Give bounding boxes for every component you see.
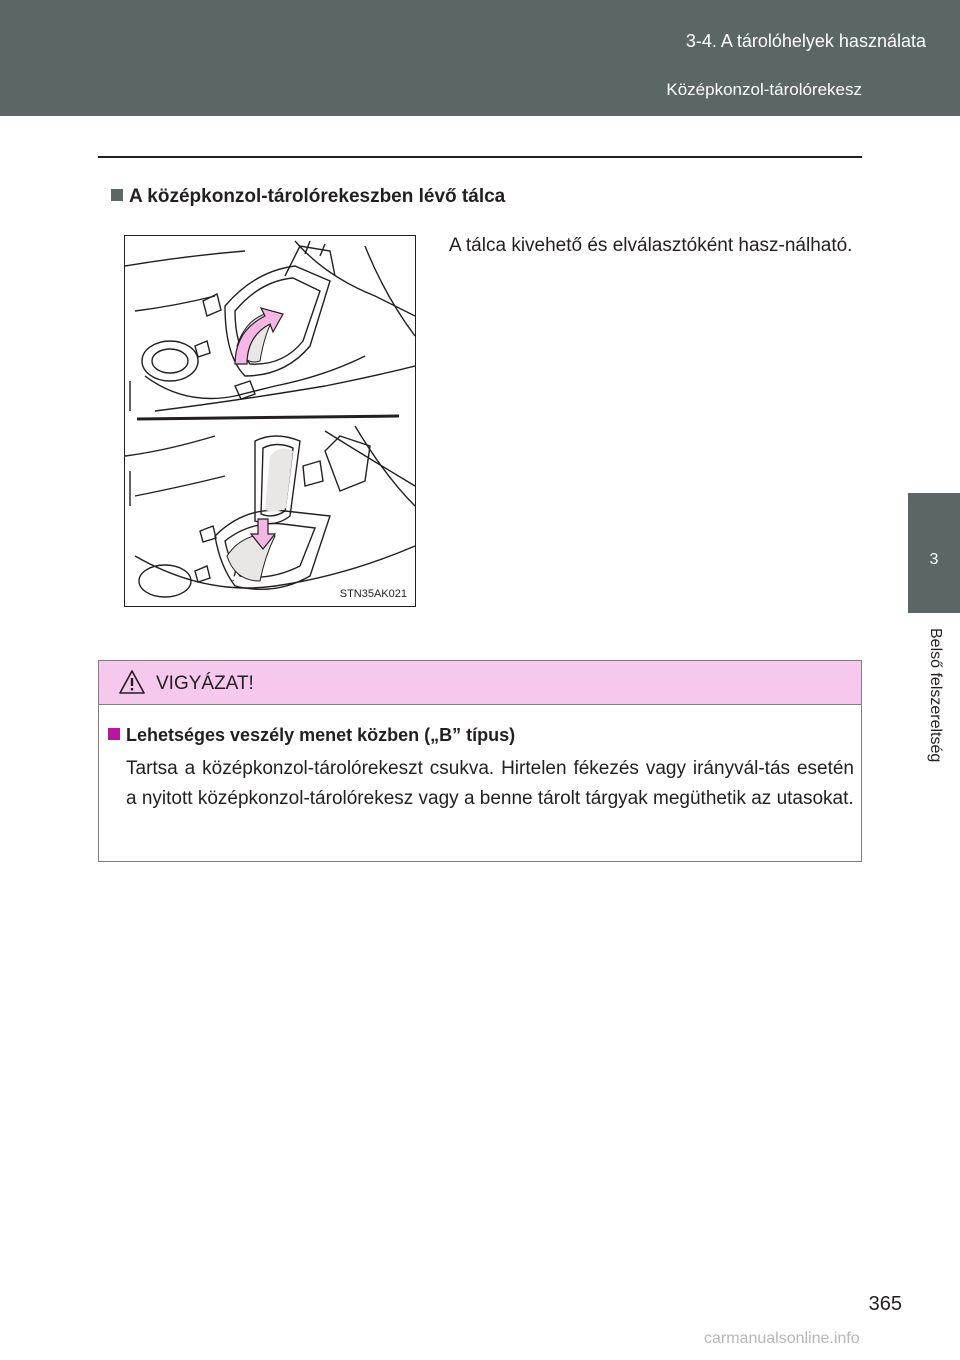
warning-title: VIGYÁZAT! — [156, 673, 254, 694]
header-band — [0, 0, 960, 116]
warning-text: Tartsa a középkonzol-tárolórekeszt csukva. Hirtelen fékezés vagy irányvál-tás esetén a nyitott középkonzol-tárolórekesz vagy a benne tárolt tárgyak megüthetik az utasokat. — [126, 758, 854, 809]
bullet-square-icon — [111, 189, 123, 201]
chapter-tab — [908, 493, 960, 613]
bullet-square-icon — [108, 728, 120, 740]
warning-subheading — [108, 725, 515, 746]
warning-triangle-icon — [119, 670, 145, 694]
page-number: 365 — [868, 1293, 902, 1315]
section-heading — [111, 186, 505, 208]
top-rule — [98, 156, 862, 158]
section-body-text: A tálca kivehető és elválasztóként hasz-nálható. — [449, 235, 853, 256]
console-tray-figure — [124, 235, 416, 607]
warning-box — [98, 660, 862, 862]
chapter-number: 3 — [929, 551, 939, 568]
console-tray-illustration — [125, 236, 415, 606]
warning-header — [99, 661, 861, 705]
warning-subheading-text: Lehetséges veszély menet közben („B” típus) — [126, 725, 516, 745]
section-heading-text: A középkonzol-tárolórekeszben lévő tálca — [129, 186, 506, 207]
chapter-label: Belső felszereltség — [927, 628, 944, 763]
header-section-title: 3-4. A tárolóhelyek használata — [685, 31, 926, 51]
figure-code: STN35AK021 — [339, 588, 407, 600]
watermark: carmanualsonline.info — [704, 1330, 860, 1347]
header-subsection-title: Középkonzol-tárolórekesz — [666, 80, 862, 99]
